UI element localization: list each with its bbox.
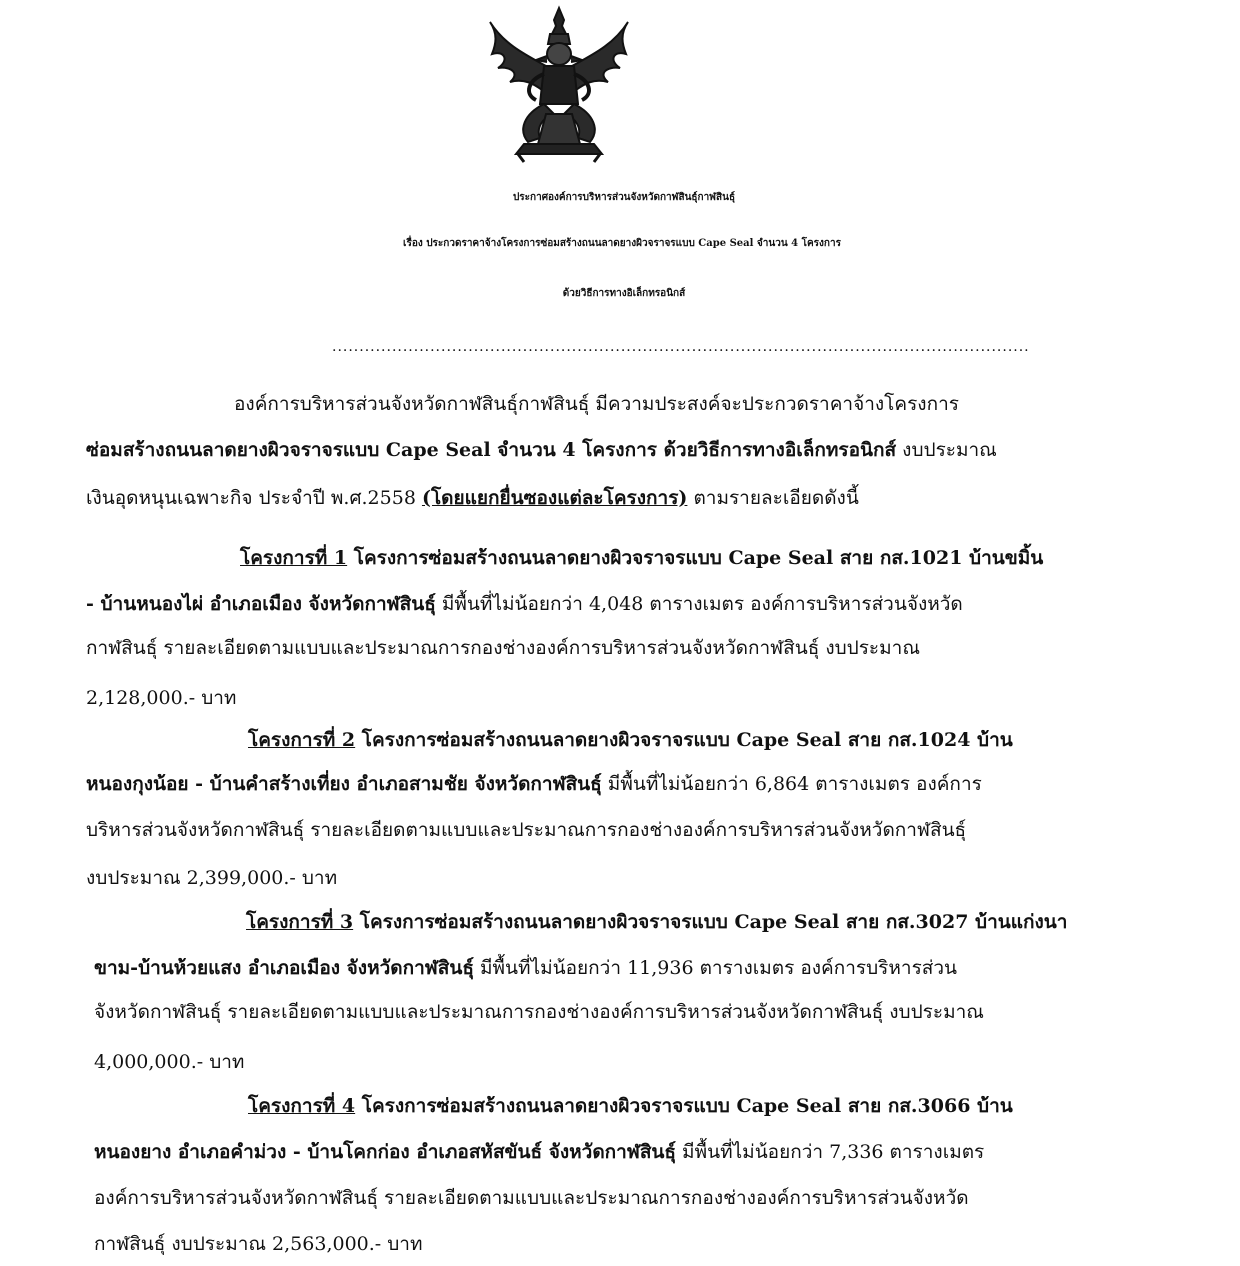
intro-line-2-bold: ซ่อมสร้างถนนลาดยางผิวจราจรแบบ Cape Seal จำนวน 4 โครงการ ด้วยวิธีการทางอิเล็กทรอนิกส์ — [86, 439, 897, 461]
intro-line-3-b: (โดยแยกยื่นซองแต่ละโครงการ) — [421, 487, 688, 509]
intro-line-1: องค์การบริหารส่วนจังหวัดกาฬสินธุ์กาฬสินธุ์ มีความประสงค์จะประกวดราคาจ้างโครงการ — [234, 393, 959, 415]
project-1-location: - บ้านหนองไผ่ อำเภอเมือง จังหวัดกาฬสินธุ์ — [86, 593, 436, 615]
project-4-budget: กาฬสินธุ์ งบประมาณ 2,563,000.- บาท — [94, 1233, 423, 1255]
project-1-area: มีพื้นที่ไม่น้อยกว่า 4,048 ตารางเมตร องค์การบริหารส่วนจังหวัด — [435, 593, 963, 615]
project-2-area: มีพื้นที่ไม่น้อยกว่า 6,864 ตารางเมตร องค์การ — [601, 773, 982, 795]
project-3-location: ขาม-บ้านห้วยแสง อำเภอเมือง จังหวัดกาฬสินธุ์ — [94, 957, 474, 979]
project-2-budget: งบประมาณ 2,399,000.- บาท — [86, 867, 338, 889]
announcement-title: ประกาศองค์การบริหารส่วนจังหวัดกาฬสินธุ์กาฬสินธุ์ — [512, 192, 736, 203]
project-2-title: โครงการซ่อมสร้างถนนลาดยางผิวจราจรแบบ Cape Seal สาย กส.1024 บ้าน — [355, 729, 1013, 751]
project-1-budget: 2,128,000.- บาท — [86, 687, 237, 709]
project-1-line-2 — [86, 592, 963, 616]
project-4-title: โครงการซ่อมสร้างถนนลาดยางผิวจราจรแบบ Cape Seal สาย กส.3066 บ้าน — [355, 1095, 1013, 1117]
project-3-line-2 — [94, 956, 957, 980]
separator-line: ................................................................................................................................ — [332, 339, 1030, 355]
project-4-line-2 — [94, 1140, 984, 1164]
project-1-line-1 — [240, 546, 1043, 570]
project-2-line-2 — [86, 772, 982, 796]
announcement-method: ด้วยวิธีการทางอิเล็กทรอนิกส์ — [562, 288, 686, 299]
project-3-area: มีพื้นที่ไม่น้อยกว่า 11,936 ตารางเมตร องค์การบริหารส่วน — [473, 957, 958, 979]
project-3-budget: 4,000,000.- บาท — [94, 1051, 245, 1073]
project-4-area: มีพื้นที่ไม่น้อยกว่า 7,336 ตารางเมตร — [676, 1141, 985, 1163]
intro-line-3-c: ตามรายละเอียดดังนี้ — [687, 487, 859, 509]
project-3-line-3: จังหวัดกาฬสินธุ์ รายละเอียดตามแบบและประมาณการกองช่างองค์การบริหารส่วนจังหวัดกาฬสินธุ์ งบประมาณ — [94, 1001, 984, 1023]
intro-line-2-rest: งบประมาณ — [896, 439, 997, 461]
intro-line-3-a: เงินอุดหนุนเฉพาะกิจ ประจำปี พ.ศ.2558 — [86, 487, 422, 509]
project-1-title: โครงการซ่อมสร้างถนนลาดยางผิวจราจรแบบ Cape Seal สาย กส.1021 บ้านขมิ้น — [347, 547, 1044, 569]
intro-line-2 — [86, 438, 997, 462]
project-3-line-1 — [246, 910, 1067, 934]
project-4-line-3: องค์การบริหารส่วนจังหวัดกาฬสินธุ์ รายละเอียดตามแบบและประมาณการกองช่างองค์การบริหารส่วนจังหวัด — [94, 1187, 969, 1209]
garuda-emblem-icon — [484, 4, 634, 164]
project-1-label: โครงการที่ 1 — [240, 547, 348, 569]
project-2-line-3: บริหารส่วนจังหวัดกาฬสินธุ์ รายละเอียดตามแบบและประมาณการกองช่างองค์การบริหารส่วนจังหวัดกาฬสินธุ์ — [86, 819, 967, 841]
project-4-label: โครงการที่ 4 — [248, 1095, 356, 1117]
project-2-line-1 — [248, 728, 1013, 752]
project-2-location: หนองกุงน้อย - บ้านคำสร้างเที่ยง อำเภอสามชัย จังหวัดกาฬสินธุ์ — [86, 773, 602, 795]
intro-line-3 — [86, 486, 859, 510]
project-4-location: หนองยาง อำเภอคำม่วง - บ้านโคกก่อง อำเภอสหัสขันธ์ จังหวัดกาฬสินธุ์ — [94, 1141, 677, 1163]
project-3-label: โครงการที่ 3 — [246, 911, 354, 933]
project-2-label: โครงการที่ 2 — [248, 729, 356, 751]
project-3-title: โครงการซ่อมสร้างถนนลาดยางผิวจราจรแบบ Cape Seal สาย กส.3027 บ้านแก่งนา — [353, 911, 1068, 933]
announcement-subject: เรื่อง ประกวดราคาจ้างโครงการซ่อมสร้างถนนลาดยางผิวจราจรแบบ Cape Seal จำนวน 4 โครงการ — [403, 238, 841, 249]
project-1-line-3: กาฬสินธุ์ รายละเอียดตามแบบและประมาณการกองช่างองค์การบริหารส่วนจังหวัดกาฬสินธุ์ งบประมาณ — [86, 637, 920, 659]
project-4-line-1 — [248, 1094, 1013, 1118]
